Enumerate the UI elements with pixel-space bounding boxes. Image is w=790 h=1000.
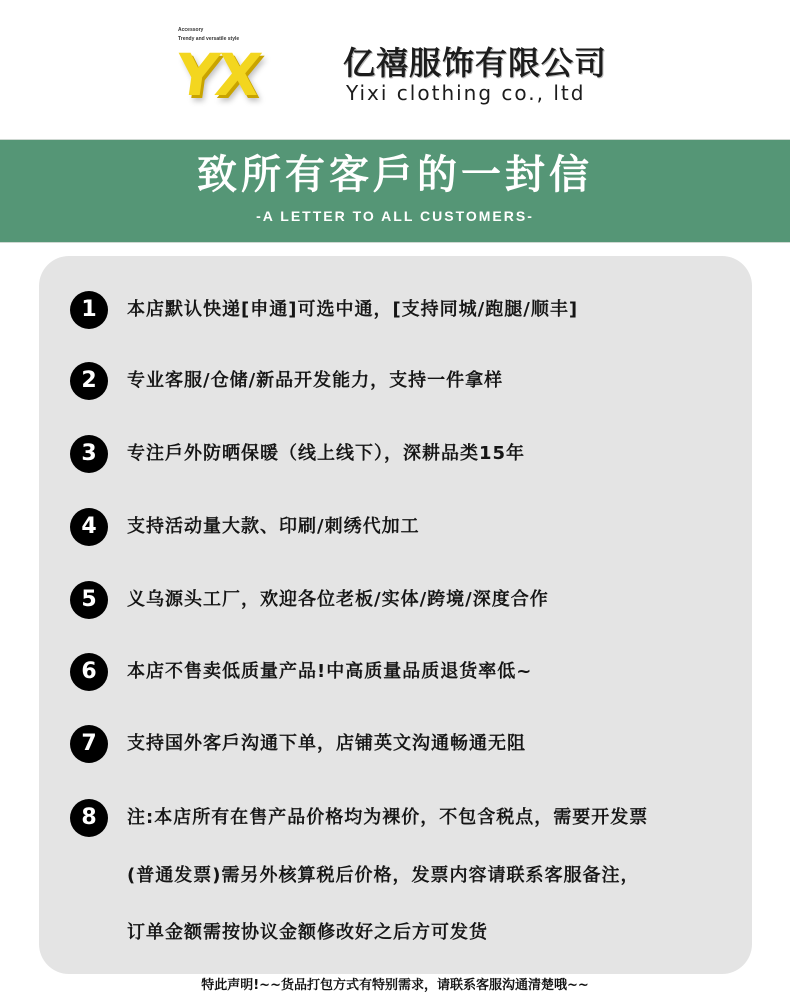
list-item-text: 专注戶外防晒保暖（线上线下），深耕品类15年 [127,443,526,464]
number-badge: 2 [70,362,108,400]
number-badge: 8 [70,799,108,837]
number-badge: 4 [70,508,108,546]
list-item-text: 支持国外客戶沟通下单，店铺英文沟通畅通无阻 [127,733,526,754]
list-item-text: 支持活动量大款、印刷/刺绣代加工 [127,516,420,537]
number-badge: 7 [70,725,108,763]
brand-logo: YX [171,41,264,109]
list-item-text: 本店默认快递[申通]可选中通，[支持同城/跑腿/顺丰] [127,299,579,320]
number-badge: 5 [70,581,108,619]
list-item-text-continued: (普通发票)需另外核算税后价格，发票内容请联系客服备注， [127,865,640,886]
company-name-cn: 亿禧服饰有限公司 [343,44,608,82]
header [0,0,790,140]
list-item-text-continued: 订单金额需按协议金额修改好之后方可发货 [127,922,488,943]
list-item-text: 本店不售卖低质量产品!中高质量品质退货率低~ [127,661,533,682]
page-subtitle: -A LETTER TO ALL CUSTOMERS- [256,208,534,224]
company-name-en: Yixi clothing co., ltd [346,81,586,105]
logo-tagline-1: Accessory [178,27,204,33]
number-badge: 6 [70,653,108,691]
page-title: 致所有客戶的一封信 [197,152,593,198]
list-item-text: 义乌源头工厂，欢迎各位老板/实体/跨境/深度合作 [127,589,549,610]
logo-tagline-2: Trendy and versatile style [178,36,240,42]
footer-note: 特此声明!~~货品打包方式有特别需求，请联系客服沟通清楚哦~~ [201,978,589,993]
number-badge: 1 [70,291,108,329]
list-item-text: 注:本店所有在售产品价格均为裸价，不包含税点，需要开发票 [127,807,649,828]
list-item-text: 专业客服/仓储/新品开发能力，支持一件拿样 [127,370,504,391]
number-badge: 3 [70,435,108,473]
